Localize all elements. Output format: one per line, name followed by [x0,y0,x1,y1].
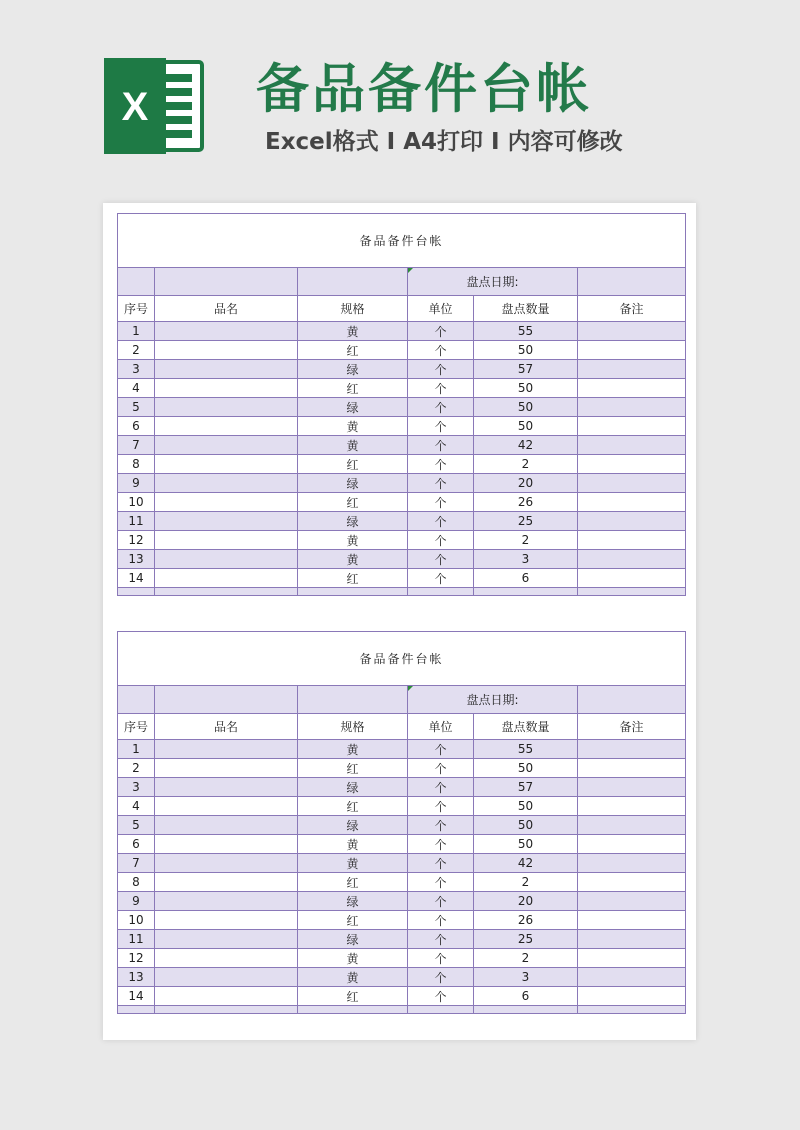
cell-no[interactable]: 11 [118,930,155,949]
excel-logo-icon [104,58,204,154]
col-header-no: 序号 [118,296,155,322]
cell-unit[interactable]: 个 [408,493,474,512]
cell-note[interactable] [578,968,686,987]
table-row [118,987,686,1006]
cell-name[interactable] [155,341,298,360]
table-row [118,854,686,873]
cell-note[interactable] [578,911,686,930]
cell-unit[interactable]: 个 [408,474,474,493]
ledger-grid [117,631,686,1014]
cell-note[interactable] [578,531,686,550]
cell-spec[interactable]: 绿 [298,816,408,835]
cell-name[interactable] [155,569,298,588]
cell-spec[interactable]: 黄 [298,835,408,854]
cell-name[interactable] [155,531,298,550]
cell-unit[interactable]: 个 [408,379,474,398]
cell-unit[interactable]: 个 [408,854,474,873]
table-row [118,759,686,778]
cell-note[interactable] [578,778,686,797]
cell-unit[interactable]: 个 [408,949,474,968]
cell-unit[interactable]: 个 [408,569,474,588]
ledger-title: 备品备件台帐 [118,214,686,268]
meta-cell[interactable] [155,686,298,714]
cell-spec[interactable]: 黄 [298,949,408,968]
cell-qty[interactable]: 6 [474,987,578,1006]
footer-cell [474,1006,578,1014]
ledger-header-row [118,714,686,740]
cell-unit[interactable]: 个 [408,987,474,1006]
cell-note[interactable] [578,512,686,531]
cell-no[interactable]: 11 [118,512,155,531]
cell-name[interactable] [155,987,298,1006]
paper-sheet [103,203,696,1040]
cell-note[interactable] [578,759,686,778]
cell-note[interactable] [578,417,686,436]
cell-no[interactable]: 6 [118,417,155,436]
cell-no[interactable]: 4 [118,379,155,398]
cell-name[interactable] [155,873,298,892]
col-header-qty: 盘点数量 [474,714,578,740]
table-row [118,493,686,512]
ledger-title-row [118,214,686,268]
cell-spec[interactable]: 红 [298,455,408,474]
cell-qty[interactable]: 55 [474,740,578,759]
cell-qty[interactable]: 50 [474,398,578,417]
cell-note[interactable] [578,949,686,968]
cell-no[interactable]: 9 [118,474,155,493]
cell-no[interactable]: 10 [118,911,155,930]
footer-cell [155,588,298,596]
cell-note[interactable] [578,341,686,360]
cell-no[interactable]: 8 [118,455,155,474]
cell-no[interactable]: 7 [118,854,155,873]
table-row [118,474,686,493]
cell-qty[interactable]: 50 [474,417,578,436]
table-row [118,360,686,379]
cell-spec[interactable]: 红 [298,569,408,588]
page-header [0,0,800,200]
cell-spec[interactable]: 黄 [298,740,408,759]
col-header-unit: 单位 [408,714,474,740]
cell-unit[interactable]: 个 [408,778,474,797]
ledger-table-2 [117,631,685,1014]
cell-no[interactable]: 14 [118,569,155,588]
cell-note[interactable] [578,379,686,398]
cell-unit[interactable]: 个 [408,968,474,987]
cell-qty[interactable]: 3 [474,968,578,987]
meta-cell[interactable] [155,268,298,296]
cell-spec[interactable]: 绿 [298,398,408,417]
footer-cell [408,1006,474,1014]
cell-unit[interactable]: 个 [408,360,474,379]
cell-name[interactable] [155,455,298,474]
ledger-header-row [118,296,686,322]
cell-note[interactable] [578,930,686,949]
table-row [118,436,686,455]
footer-cell [408,588,474,596]
cell-unit[interactable]: 个 [408,892,474,911]
cell-spec[interactable]: 绿 [298,474,408,493]
col-header-note: 备注 [578,714,686,740]
table-row [118,892,686,911]
cell-note[interactable] [578,550,686,569]
cell-qty[interactable]: 25 [474,930,578,949]
cell-qty[interactable]: 2 [474,949,578,968]
table-row [118,816,686,835]
col-header-note: 备注 [578,296,686,322]
cell-qty[interactable]: 25 [474,512,578,531]
table-row [118,930,686,949]
cell-note[interactable] [578,493,686,512]
cell-qty[interactable]: 26 [474,911,578,930]
cell-qty[interactable]: 50 [474,341,578,360]
cell-spec[interactable]: 黄 [298,531,408,550]
cell-no[interactable]: 14 [118,987,155,1006]
footer-cell [118,588,155,596]
cell-no[interactable]: 1 [118,322,155,341]
footer-cell [474,588,578,596]
table-row [118,911,686,930]
cell-name[interactable] [155,417,298,436]
cell-name[interactable] [155,512,298,531]
col-header-name: 品名 [155,296,298,322]
cell-unit[interactable]: 个 [408,531,474,550]
cell-note[interactable] [578,569,686,588]
cell-spec[interactable]: 红 [298,379,408,398]
cell-qty[interactable]: 55 [474,322,578,341]
cell-note[interactable] [578,436,686,455]
cell-qty[interactable]: 42 [474,436,578,455]
cell-name[interactable] [155,949,298,968]
cell-unit[interactable]: 个 [408,455,474,474]
cell-no[interactable]: 12 [118,531,155,550]
cell-note[interactable] [578,740,686,759]
inventory-date-label[interactable]: 盘点日期: [408,686,578,714]
table-row [118,455,686,474]
cell-spec[interactable]: 红 [298,987,408,1006]
cell-name[interactable] [155,892,298,911]
cell-qty[interactable]: 20 [474,892,578,911]
page-subtitle: Excel格式 I A4打印 I 内容可修改 [265,129,623,155]
cell-note[interactable] [578,835,686,854]
col-header-no: 序号 [118,714,155,740]
table-row [118,512,686,531]
cell-note[interactable] [578,873,686,892]
cell-no[interactable]: 2 [118,341,155,360]
cell-name[interactable] [155,816,298,835]
cell-note[interactable] [578,816,686,835]
table-row [118,398,686,417]
cell-name[interactable] [155,436,298,455]
cell-name[interactable] [155,911,298,930]
cell-qty[interactable]: 50 [474,835,578,854]
cell-qty[interactable]: 2 [474,531,578,550]
meta-cell[interactable] [298,268,408,296]
cell-qty[interactable]: 3 [474,550,578,569]
cell-name[interactable] [155,322,298,341]
footer-cell [155,1006,298,1014]
cell-name[interactable] [155,968,298,987]
cell-no[interactable]: 10 [118,493,155,512]
meta-cell[interactable] [118,268,155,296]
cell-spec[interactable]: 绿 [298,360,408,379]
page-title: 备品备件台帐 [256,59,592,120]
cell-name[interactable] [155,493,298,512]
cell-note[interactable] [578,892,686,911]
cell-spec[interactable]: 红 [298,341,408,360]
cell-unit[interactable]: 个 [408,797,474,816]
cell-spec[interactable]: 黄 [298,417,408,436]
cell-unit[interactable]: 个 [408,835,474,854]
col-header-unit: 单位 [408,296,474,322]
table-row [118,379,686,398]
cell-unit[interactable]: 个 [408,417,474,436]
cell-name[interactable] [155,797,298,816]
table-footer-row [118,588,686,596]
cell-no[interactable]: 3 [118,360,155,379]
cell-qty[interactable]: 50 [474,379,578,398]
cell-note[interactable] [578,987,686,1006]
cell-note[interactable] [578,398,686,417]
cell-note[interactable] [578,474,686,493]
table-row [118,835,686,854]
cell-qty[interactable]: 2 [474,873,578,892]
ledger-title: 备品备件台帐 [118,632,686,686]
cell-unit[interactable]: 个 [408,398,474,417]
cell-no[interactable]: 6 [118,835,155,854]
footer-cell [578,1006,686,1014]
cell-spec[interactable]: 红 [298,759,408,778]
cell-qty[interactable]: 6 [474,569,578,588]
cell-name[interactable] [155,360,298,379]
cell-unit[interactable]: 个 [408,740,474,759]
cell-spec[interactable]: 黄 [298,322,408,341]
table-row [118,569,686,588]
cell-unit[interactable]: 个 [408,322,474,341]
cell-no[interactable]: 12 [118,949,155,968]
ledger-meta-row [118,268,686,296]
inventory-date-value[interactable] [578,268,686,296]
table-row [118,740,686,759]
table-row [118,968,686,987]
meta-cell[interactable] [298,686,408,714]
meta-cell[interactable] [118,686,155,714]
cell-unit[interactable]: 个 [408,512,474,531]
ledger-meta-row [118,686,686,714]
cell-name[interactable] [155,759,298,778]
cell-spec[interactable]: 红 [298,493,408,512]
cell-unit[interactable]: 个 [408,550,474,569]
cell-spec[interactable]: 绿 [298,778,408,797]
cell-note[interactable] [578,797,686,816]
cell-no[interactable]: 13 [118,968,155,987]
table-row [118,531,686,550]
cell-unit[interactable]: 个 [408,759,474,778]
cell-name[interactable] [155,474,298,493]
cell-name[interactable] [155,930,298,949]
col-header-qty: 盘点数量 [474,296,578,322]
footer-cell [298,588,408,596]
cell-spec[interactable]: 黄 [298,854,408,873]
cell-no[interactable]: 2 [118,759,155,778]
ledger-table-1 [117,213,685,596]
cell-no[interactable]: 7 [118,436,155,455]
cell-qty[interactable]: 57 [474,360,578,379]
footer-cell [118,1006,155,1014]
cell-spec[interactable]: 黄 [298,436,408,455]
cell-note[interactable] [578,455,686,474]
cell-qty[interactable]: 20 [474,474,578,493]
cell-name[interactable] [155,550,298,569]
cell-no[interactable]: 4 [118,797,155,816]
cell-qty[interactable]: 50 [474,759,578,778]
cell-no[interactable]: 9 [118,892,155,911]
table-row [118,322,686,341]
cell-unit[interactable]: 个 [408,436,474,455]
cell-name[interactable] [155,740,298,759]
cell-unit[interactable]: 个 [408,873,474,892]
col-header-spec: 规格 [298,296,408,322]
footer-cell [578,588,686,596]
table-footer-row [118,1006,686,1014]
cell-name[interactable] [155,778,298,797]
cell-no[interactable]: 8 [118,873,155,892]
cell-unit[interactable]: 个 [408,341,474,360]
cell-name[interactable] [155,379,298,398]
cell-no[interactable]: 3 [118,778,155,797]
inventory-date-label[interactable]: 盘点日期: [408,268,578,296]
table-row [118,417,686,436]
logo-letter: X [121,85,149,129]
cell-spec[interactable]: 绿 [298,512,408,531]
cell-qty[interactable]: 2 [474,455,578,474]
ledger-grid [117,213,686,596]
cell-qty[interactable]: 50 [474,797,578,816]
footer-cell [298,1006,408,1014]
ledger-title-row [118,632,686,686]
cell-spec[interactable]: 红 [298,911,408,930]
cell-note[interactable] [578,854,686,873]
cell-unit[interactable]: 个 [408,930,474,949]
cell-spec[interactable]: 红 [298,873,408,892]
table-row [118,949,686,968]
cell-note[interactable] [578,360,686,379]
col-header-name: 品名 [155,714,298,740]
cell-no[interactable]: 1 [118,740,155,759]
cell-name[interactable] [155,835,298,854]
cell-no[interactable]: 13 [118,550,155,569]
inventory-date-value[interactable] [578,686,686,714]
table-row [118,341,686,360]
cell-no[interactable]: 5 [118,398,155,417]
cell-spec[interactable]: 黄 [298,968,408,987]
cell-no[interactable]: 5 [118,816,155,835]
cell-spec[interactable]: 黄 [298,550,408,569]
cell-name[interactable] [155,398,298,417]
cell-spec[interactable]: 红 [298,797,408,816]
col-header-spec: 规格 [298,714,408,740]
table-row [118,873,686,892]
cell-qty[interactable]: 26 [474,493,578,512]
cell-spec[interactable]: 绿 [298,892,408,911]
cell-spec[interactable]: 绿 [298,930,408,949]
table-row [118,797,686,816]
cell-qty[interactable]: 57 [474,778,578,797]
table-row [118,778,686,797]
cell-name[interactable] [155,854,298,873]
cell-qty[interactable]: 50 [474,816,578,835]
cell-note[interactable] [578,322,686,341]
cell-qty[interactable]: 42 [474,854,578,873]
table-row [118,550,686,569]
cell-unit[interactable]: 个 [408,911,474,930]
cell-unit[interactable]: 个 [408,816,474,835]
